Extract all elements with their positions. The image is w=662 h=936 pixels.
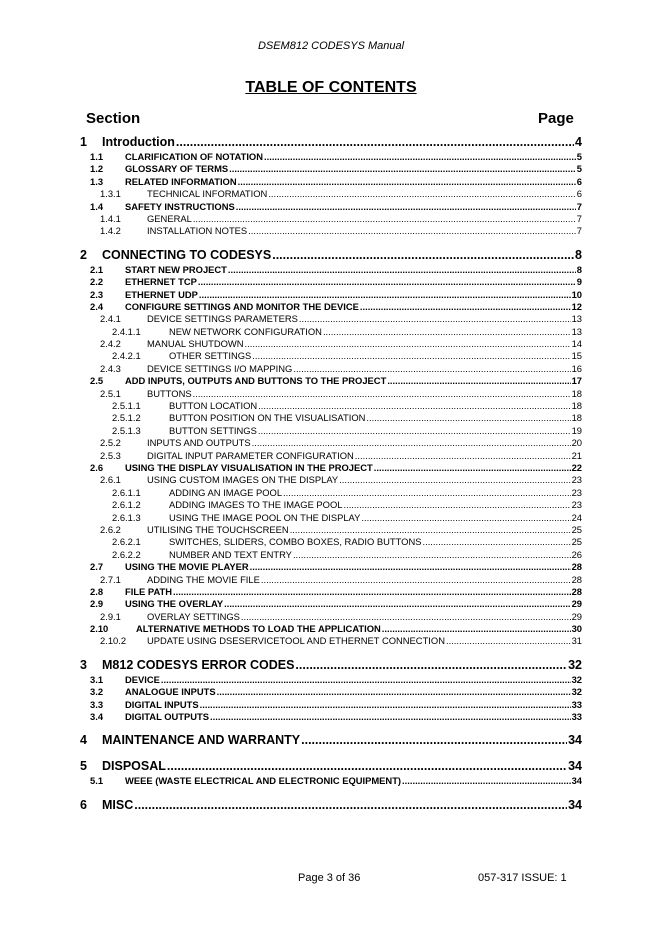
toc-entry-page: 18 [571,412,582,424]
toc-entry-page: 33 [571,698,582,710]
toc-entry-title: RELATED INFORMATION [125,175,237,187]
toc-entry-title: ADDING THE MOVIE FILE [147,573,260,585]
toc-entry-page: 29 [571,610,582,622]
toc-entry-page: 18 [571,400,582,412]
toc-entry-page: 28 [571,561,582,573]
toc-entry[interactable] [80,487,582,499]
toc-entry[interactable] [80,732,582,749]
toc-entry-number: 2.9.1 [100,610,121,622]
toc-entry-page: 29 [571,598,582,610]
toc-entry-number: 2.5.1.2 [112,412,141,424]
toc-entry-number: 3.4 [90,711,104,723]
toc-entry[interactable] [80,313,582,325]
toc-entry-number: 2.4.3 [100,362,121,374]
toc-entry-number: 3.1 [90,673,104,685]
toc-entry[interactable] [80,623,582,635]
toc-entry[interactable] [80,437,582,449]
toc-entry-title: TECHNICAL INFORMATION [147,188,268,200]
toc-entry-number: 2.4 [90,300,104,312]
dot-leader [245,338,571,350]
toc-entry-page: 4 [575,135,582,149]
toc-entry-title: DIGITAL INPUT PARAMETER CONFIGURATION [147,449,354,461]
dot-leader [268,188,575,200]
toc-entry[interactable] [80,134,582,151]
toc-entry-page: 10 [571,288,582,300]
toc-entry-title: DIGITAL INPUTS [125,698,199,710]
dot-leader [229,163,576,175]
toc-entry[interactable] [80,474,582,486]
toc-entry-title: ANALOGUE INPUTS [125,686,216,698]
toc-entry-page: 18 [571,387,582,399]
toc-entry[interactable] [80,549,582,561]
toc-entry-number: 2.4.2 [100,338,121,350]
dot-leader [198,276,576,288]
toc-entry-page: 6 [576,175,582,187]
toc-entry-title: MANUAL SHUTDOWN [147,338,244,350]
toc-entry-title: ETHERNET UDP [125,288,198,300]
toc-entry[interactable] [80,375,582,387]
toc-entry-page: 25 [571,536,582,548]
toc-entry-number: 2.6.1.3 [112,511,141,523]
toc-entry[interactable] [80,699,582,711]
toc-entry-title: BUTTON LOCATION [169,400,258,412]
toc-entry-number: 2.4.1 [100,313,121,325]
toc-entry-title: M812 CODESYS ERROR CODES [102,657,295,672]
dot-leader [224,598,570,610]
toc-entry-title: ADDING AN IMAGE POOL [169,486,283,498]
toc-entry-title: CONNECTING TO CODESYS [102,247,272,262]
toc-entry-number: 2.8 [90,585,104,597]
toc-entry-page: 24 [571,511,582,523]
toc-entry-title: NEW NETWORK CONFIGURATION [169,325,322,337]
toc-entry-number: 4 [80,733,87,748]
dot-leader [290,524,571,536]
toc-entry-number: 2 [80,247,87,262]
dot-leader [264,151,576,163]
toc-entry-title: USING THE DISPLAY VISUALISATION IN THE PROJECT [125,461,373,473]
toc-entry-page: 23 [571,474,582,486]
toc-entry-title: INSTALLATION NOTES [147,225,248,237]
toc-entry-page: 13 [571,313,582,325]
toc-entry-page: 31 [571,635,582,647]
toc-entry-number: 2.5.1.3 [112,424,141,436]
toc-entry-title: WEEE (WASTE ELECTRICAL AND ELECTRONIC EQUIPMENT) [125,775,402,787]
toc-entry-number: 2.5.1.1 [112,400,141,412]
toc-entry-number: 2.6 [90,461,104,473]
toc-entry-title: DEVICE SETTINGS I/O MAPPING [147,362,293,374]
dot-leader [402,775,571,787]
toc-title: TABLE OF CONTENTS [245,79,417,96]
toc-entry-number: 1.3 [90,175,104,187]
toc-entry-page: 17 [571,375,582,387]
toc-entry[interactable] [80,462,582,474]
dot-leader [374,462,571,474]
toc-entry-page: 34 [568,733,582,748]
toc-entry-page: 32 [571,673,582,685]
toc-entry-page: 30 [571,623,582,635]
toc-entry-title: ETHERNET TCP [125,276,197,288]
dot-leader [241,611,571,623]
toc-entry-number: 2.2 [90,276,104,288]
dot-leader [236,201,576,213]
page-column-header: Page [538,110,574,127]
toc-entry-number: 2.6.2.1 [112,536,141,548]
toc-entry-title: CLARIFICATION OF NOTATION [125,151,263,162]
toc-entry[interactable] [80,350,582,362]
toc-entry-number: 2.10.2 [100,635,127,647]
toc-entry-number: 1.4 [90,200,104,212]
dot-leader [200,699,571,711]
dot-leader [293,363,570,375]
toc-entry-page: 7 [576,225,582,237]
dot-leader [261,574,571,586]
dot-leader [258,400,570,412]
dot-leader [238,176,576,188]
toc-entry[interactable] [80,289,582,301]
toc-entry-number: 5 [80,759,87,774]
toc-entry-page: 15 [571,350,582,362]
toc-entry[interactable] [80,635,582,647]
dot-leader [360,301,571,313]
toc-entry[interactable] [80,758,582,775]
toc-entry-title: GLOSSARY OF TERMS [125,163,229,175]
toc-entry-number: 2.6.1.2 [112,499,141,511]
toc-entry[interactable] [80,686,582,698]
toc-entry-number: 2.5 [90,375,104,387]
dot-leader [299,313,571,325]
toc-entry[interactable] [80,151,582,163]
toc-entry[interactable] [80,264,582,276]
dot-leader [134,797,567,814]
toc-entry[interactable] [80,247,582,264]
toc-entry-number: 2.5.3 [100,449,121,461]
toc-entry-title: OVERLAY SETTINGS [147,610,240,622]
toc-entry-title: USING THE OVERLAY [125,598,224,610]
toc-entry-page: 28 [571,573,582,585]
toc-entry-number: 2.10 [90,623,109,635]
toc-entry[interactable] [80,425,582,437]
toc-entry[interactable] [80,499,582,511]
toc-entry[interactable] [80,301,582,313]
toc-entry[interactable] [80,536,582,548]
toc-entry-page: 13 [571,325,582,337]
toc-entry-page: 8 [576,263,582,275]
toc-entry-title: MAINTENANCE AND WARRANTY [102,733,301,748]
dot-leader [248,225,576,237]
toc-entry-number: 1.1 [90,151,104,162]
toc-entry[interactable] [80,400,582,412]
toc-entry-title: UTILISING THE TOUCHSCREEN [147,523,289,535]
toc-entry-page: 8 [575,247,582,262]
toc-entry-page: 21 [571,449,582,461]
toc-entry-title: DEVICE SETTINGS PARAMETERS [147,313,298,325]
dot-leader [422,536,570,548]
document-header: DSEM812 CODESYS Manual [257,40,405,52]
toc-entry[interactable] [80,363,582,375]
dot-leader [301,732,567,749]
toc-entry-page: 23 [571,499,582,511]
toc-entry-title: Introduction [102,135,175,149]
toc-entry[interactable] [80,561,582,573]
toc-entry[interactable] [80,412,582,424]
dot-leader [366,412,570,424]
dot-leader [252,350,570,362]
toc-entry-title: UPDATE USING DSESERVICETOOL AND ETHERNET CONNECTION [147,635,445,647]
dot-leader [382,623,571,635]
toc-entry[interactable] [80,524,582,536]
toc-entry[interactable] [80,586,582,598]
toc-entry-number: 6 [80,797,87,812]
dot-leader [176,134,574,151]
toc-entry-number: 2.3 [90,288,104,300]
toc-entry-title: DEVICE [125,673,160,685]
toc-entry-title: USING THE IMAGE POOL ON THE DISPLAY [169,511,361,523]
toc-entry-title: MISC [102,797,134,812]
toc-entry-title: START NEW PROJECT [125,263,227,275]
toc-entry-page: 19 [571,424,582,436]
toc-entry-title: ADD INPUTS, OUTPUTS AND BUTTONS TO THE PROJECT [125,375,387,387]
toc-entry-page: 28 [571,585,582,597]
toc-entry-number: 1.2 [90,163,104,175]
toc-entry[interactable] [80,657,582,674]
toc-entry-title: ADDING IMAGES TO THE IMAGE POOL [169,499,343,511]
toc-entry-page: 22 [571,461,582,473]
dot-leader [387,375,570,387]
toc-entry-number: 1.4.2 [100,225,121,237]
toc-entry-title: BUTTON POSITION ON THE VISUALISATION [169,412,366,424]
dot-leader [446,635,571,647]
toc-entry-title: SWITCHES, SLIDERS, COMBO BOXES, RADIO BUTTONS [169,536,422,548]
toc-entry-number: 2.6.1 [100,474,121,486]
toc-entry-title: OTHER SETTINGS [169,350,252,362]
dot-leader [283,487,571,499]
toc-entry-number: 2.7 [90,561,104,573]
toc-entry-title: ALTERNATIVE METHODS TO LOAD THE APPLICATION [136,623,381,635]
dot-leader [193,388,571,400]
dot-leader [361,512,570,524]
toc-entry[interactable] [80,512,582,524]
dot-leader [295,657,567,674]
toc-entry-number: 1.4.1 [100,212,121,224]
toc-entry-number: 3.2 [90,686,104,698]
toc-entry-page: 14 [571,338,582,350]
dot-leader [323,326,571,338]
toc-entry-number: 2.6.2.2 [112,548,141,560]
toc-entry-title: USING CUSTOM IMAGES ON THE DISPLAY [147,474,339,486]
toc-entry-number: 2.5.2 [100,437,121,449]
toc-entry-number: 1.3.1 [100,188,121,200]
dot-leader [343,499,570,511]
dot-leader [339,474,570,486]
toc-entry-number: 2.4.2.1 [112,350,141,362]
toc-entry-page: 6 [576,188,582,200]
dot-leader [252,437,571,449]
toc-entry-title: FILE PATH [125,585,173,597]
toc-entry-page: 25 [571,523,582,535]
toc-entry-number: 3.3 [90,698,104,710]
toc-entry-page: 34 [568,797,582,812]
toc-entry[interactable] [80,188,582,200]
dot-leader [272,247,574,264]
toc-entry[interactable] [80,598,582,610]
toc-entry-title: DISPOSAL [102,759,166,774]
dot-leader [210,711,571,723]
toc-entry-title: INPUTS AND OUTPUTS [147,437,251,449]
toc-entry[interactable] [80,388,582,400]
dot-leader [355,450,571,462]
toc-entry[interactable] [80,775,582,787]
toc-entry-title: USING THE MOVIE PLAYER [125,561,249,573]
toc-entry[interactable] [80,176,582,188]
toc-entry[interactable] [80,201,582,213]
dot-leader [193,213,576,225]
toc-entry-page: 32 [568,657,582,672]
section-column-header: Section [86,110,141,127]
dot-leader [217,686,571,698]
dot-leader [293,549,571,561]
toc-entry[interactable] [80,338,582,350]
toc-entry-title: NUMBER AND TEXT ENTRY [169,548,292,560]
toc-entry-number: 2.9 [90,598,104,610]
dot-leader [167,758,567,775]
toc-entry-number: 3 [80,657,87,672]
toc-entry-page: 23 [571,486,582,498]
toc-entry[interactable] [80,797,582,814]
toc-entry-number: 2.1 [90,263,104,275]
toc-entry[interactable] [80,674,582,686]
toc-entry-number: 2.6.1.1 [112,486,141,498]
toc-entry-title: DIGITAL OUTPUTS [125,711,210,723]
toc-entry[interactable] [80,163,582,175]
toc-entry-page: 7 [576,200,582,212]
dot-leader [173,586,571,598]
toc-entry-number: 1 [80,135,87,149]
toc-entry[interactable] [80,450,582,462]
toc-entry-number: 2.6.2 [100,523,121,535]
toc-entry-number: 5.1 [90,775,104,787]
dot-leader [199,289,571,301]
toc-entry-number: 2.5.1 [100,387,121,399]
toc-entry-page: 26 [571,548,582,560]
toc-entry-page: 7 [576,212,582,224]
toc-entry-page: 20 [571,437,582,449]
toc-entry-page: 16 [571,362,582,374]
page-number: Page 3 of 36 [298,872,361,884]
dot-leader [228,264,576,276]
dot-leader [250,561,571,573]
toc-entry[interactable] [80,574,582,586]
toc-entry-page: 33 [571,711,582,723]
toc-entry-title: BUTTONS [147,387,192,399]
toc-entry-title: CONFIGURE SETTINGS AND MONITOR THE DEVICE [125,300,359,312]
toc-entry[interactable] [80,711,582,723]
toc-entry[interactable] [80,611,582,623]
toc-entry-page: 9 [576,276,582,288]
toc-entry-page: 34 [568,759,582,774]
toc-entry-title: BUTTON SETTINGS [169,424,257,436]
toc-entry-title: SAFETY INSTRUCTIONS [125,200,235,212]
dot-leader [161,674,571,686]
toc-entry[interactable] [80,225,582,237]
toc-entry[interactable] [80,276,582,288]
toc-entry-title: GENERAL [147,212,192,224]
toc-entry-number: 2.4.1.1 [112,325,141,337]
toc-entry-page: 34 [571,775,582,787]
toc-entry-number: 2.7.1 [100,573,121,585]
document-reference: 057-317 ISSUE: 1 [478,872,567,884]
toc-entry[interactable] [80,326,582,338]
table-of-contents [80,134,582,814]
dot-leader [258,425,571,437]
toc-entry[interactable] [80,213,582,225]
toc-entry-page: 5 [576,151,582,162]
toc-entry-page: 32 [571,686,582,698]
toc-entry-page: 5 [576,163,582,175]
toc-entry-page: 12 [571,300,582,312]
